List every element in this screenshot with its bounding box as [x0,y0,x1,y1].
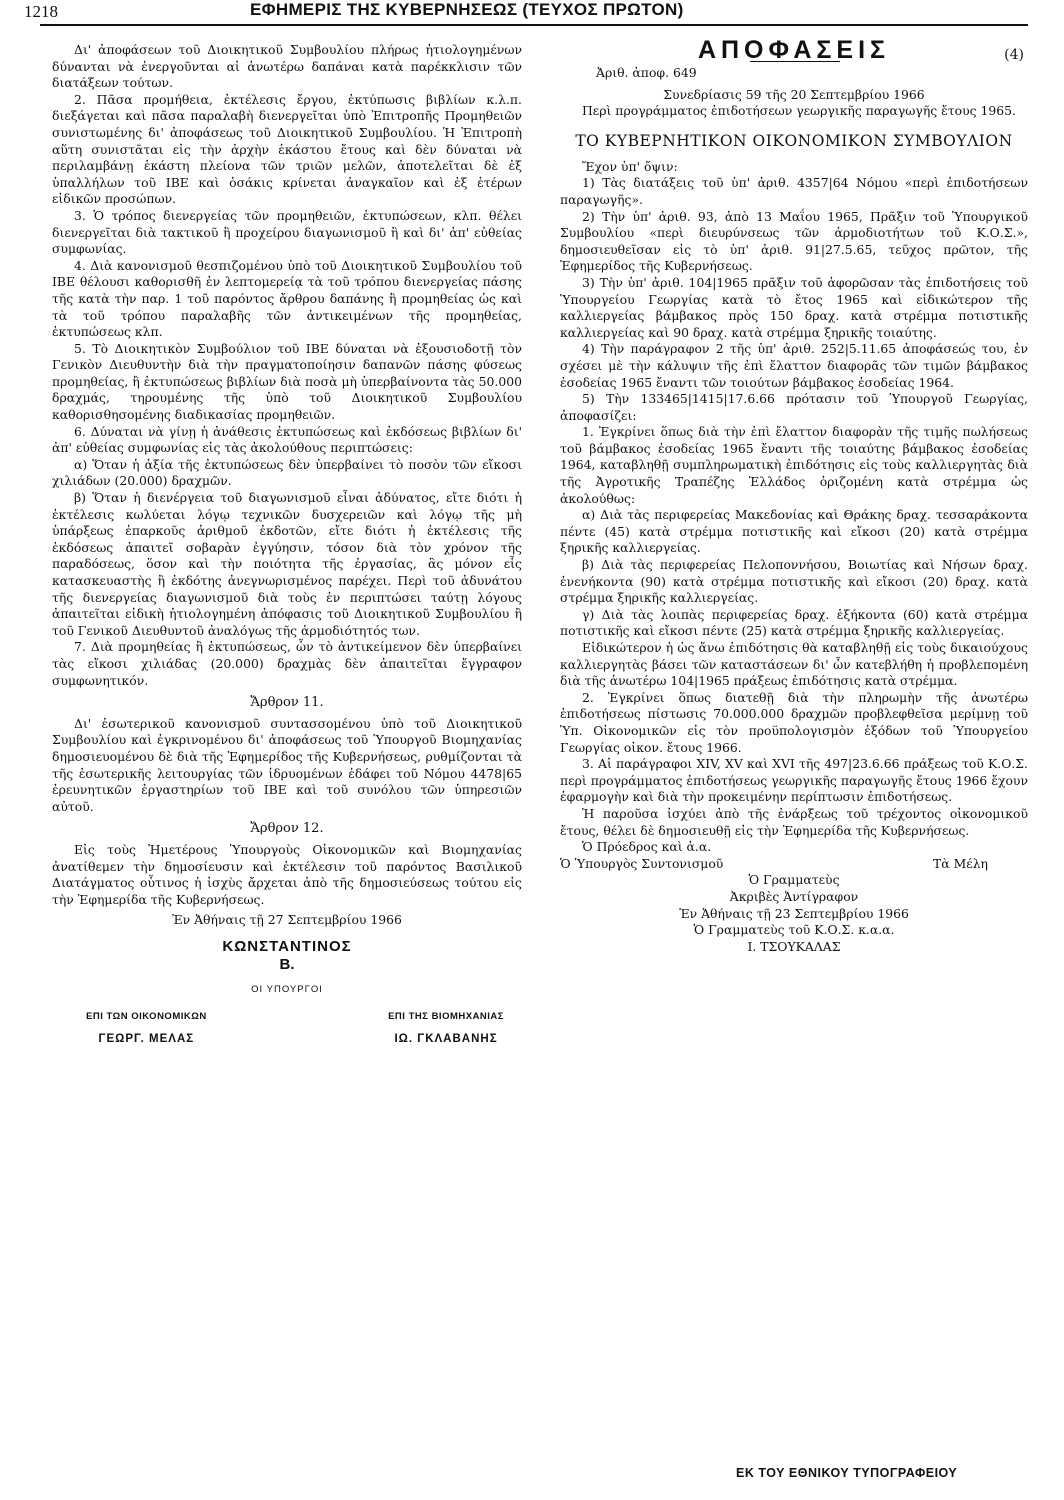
validity-clause: Ἡ παροῦσα ἰσχύει ἀπὸ τῆς ἐνάρξεως τοῦ τρέχοντος οἰκονομικοῦ ἔτους, θέλει δὲ δημοσιευθῇ εἰς τὴν Ἐφημερίδα τῆς Κυβερνήσεως. [560,805,1028,838]
true-copy-label: Ἀκριβὲς Ἀντίγραφον [729,888,859,904]
king-signature: ΚΩΝΣΤΑΝΤΙΝΟΣ [222,937,352,955]
secretary-label: Ὁ Γραμματεὺς [748,872,840,888]
minister-industry [388,1009,504,1048]
paragraph-6a: α) Ὅταν ἡ ἀξία τῆς ἐκτυπώσεως δὲν ὑπερβαίνει τὸ ποσὸν τῶν εἴκοσι χιλιάδων (20.000) δραχμῶν. [52,456,522,489]
decision-date: Ἐν Ἀθήναις τῇ 23 Σεπτεμβρίου 1966 [679,905,909,921]
recital-3: 3) Τὴν ὑπ' ἀριθ. 104|1965 πρᾶξιν τοῦ ἀφορῶσαν τὰς ἐπιδοτήσεις τοῦ Ὑπουργείου Γεωργίας κατὰ τὸ ἔτος 1965 καὶ εἰδικώτερον τῆς καλλιεργείας βάμβακος πρὸς 150 δραχ. κατὰ στρέμμα ποτιστικῆς καλλιεργείας καὶ 90 δραχ. κατὰ στρέμμα ξηρικῆς τοιαύτης. [560,274,1028,340]
council-heading: ΤΟ ΚΥΒΕΡΝΗΤΙΚΟΝ ΟΙΚΟΝΟΜΙΚΟΝ ΣΥΜΒΟΥΛΙΟΝ [575,131,1013,150]
paragraph-2: 2. Πᾶσα προμήθεια, ἐκτέλεσις ἔργου, ἐκτύπωσις βιβλίων κ.λ.π. διεξάγεται καὶ πᾶσα παραλαβὴ διενεργεῖται ὑπὸ Ἐπιτροπῆς Προμηθειῶν συνιστωμένης δι' ἀποφάσεως τοῦ Διοικητικοῦ Συμβουλίου. Ἡ Ἐπιτροπὴ αὕτη συνιστᾶται εἰς τὴν ἀρχὴν ἑκάστου ἔτους καὶ δὲν δύναται νὰ περιλαμβάνῃ ἑκάστη πλείονα τῶν τριῶν μελῶν, ἀποτελεῖται δὲ ἐξ ὑπαλλήλων τοῦ ΙΒΕ καὶ ὁσάκις κρίνεται ἀναγκαῖον καὶ ἐξ ἑτέρων εἰδικῶν προσώπων. [52,91,522,207]
decree-date: Ἐν Ἀθήναις τῇ 27 Σεπτεμβρίου 1966 [172,912,402,928]
decision-1d: Εἰδικώτερον ἡ ὡς ἄνω ἐπιδότησις θὰ καταβληθῇ εἰς τοὺς δικαιούχους καλλιεργητὰς βάσει τῶν καταστάσεων δι' ὧν κατεβλήθη ἡ προβλεπομένη διὰ τῆς ἀνωτέρω 104|1965 πράξεως ἐπιδότησις κατὰ στρέμμα. [560,640,1028,689]
recital-5: 5) Τὴν 133465|1415|17.6.66 πρότασιν τοῦ Ὑπουργοῦ Γεωργίας, ἀποφασίζει: [560,391,1028,423]
paragraph-3: 3. Ὁ τρόπος διενεργείας τῶν προμηθειῶν, ἐκτυπώσεων, κλπ. θέλει διενεργεῖται διὰ τακτικοῦ ἢ προχείρου διαγωνισμοῦ ἢ καὶ δι' ἀπ' εὐθείας συμφωνίας. [52,207,522,257]
footer-imprint: ΕΚ ΤΟΥ ΕΘΝΙΚΟΥ ΤΥΠΟΓΡΑΦΕΙΟΥ [736,1466,958,1480]
session-line: Συνεδρίασις 59 τῆς 20 Σεπτεμβρίου 1966 [663,86,925,102]
minister-industry-title: ΕΠΙ ΤΗΣ ΒΙΟΜΗΧΑΝΙΑΣ [388,1010,504,1022]
article-12-text: Εἰς τοὺς Ἡμετέρους Ὑπουργοὺς Οἰκονομικῶν καὶ Βιομηχανίας ἀνατίθεμεν τὴν δημοσίευσιν καὶ ἐκτέλεσιν τοῦ παρόντος Βασιλικοῦ Διατάγματος οὗτινος ἡ ἰσχὺς ἄρχεται ἀπὸ τῆς δημοσιεύσεως τούτου εἰς τὴν Ἐφημερίδα τῆς Κυβερνήσεως. [52,841,522,907]
decision-order: (4) [1004,46,1024,63]
decision-1a: α) Διὰ τὰς περιφερείας Μακεδονίας καὶ Θράκης δραχ. τεσσαράκοντα πέντε (45) κατὰ στρέμμα ποτιστικῆς καὶ εἴκοσι (20) κατὰ στρέμμα ξηρικῆς καλλιεργείας. [560,507,1028,556]
ministers-signatures [52,1009,522,1048]
paragraph-4: 4. Διὰ κανονισμοῦ θεσπιζομένου ὑπὸ τοῦ Διοικητικοῦ Συμβουλίου τοῦ ΙΒΕ θέλουσι καθορισθῆ ἐν λεπτομερείᾳ τὰ τοῦ τρόπου διενεργείας πάσης τῆς κατὰ τὴν παρ. 1 τοῦ παρόντος ἄρθρου δαπάνης ἢ προμηθείας ὡς καὶ τὰ τοῦ τρόπου παραλαβῆς τῶν ἀντικειμένων τῆς προμηθείας, ἐκτυπώσεως κλπ. [52,257,522,340]
decision-number: Ἀριθ. ἀποφ. 649 [596,64,697,80]
minister-industry-name: ΙΩ. ΓΚΛΑΒΑΝΗΣ [394,1033,498,1046]
decision-1c: γ) Διὰ τὰς λοιπὰς περιφερείας δραχ. ἑξήκοντα (60) κατὰ στρέμμα ποτιστικῆς καὶ εἴκοσι πέντε (25) κατὰ στρέμμα ξηρικῆς καλλιεργείας. [560,606,1028,639]
decision-3: 3. Αἱ παράγραφοι XIV, XV καὶ XVI τῆς 497|23.6.66 πράξεως τοῦ Κ.Ο.Σ. περὶ προγράμματος ἐπιδοτήσεως γεωργικῆς παραγωγῆς ἔτους 1966 ἔχουν ἐφαρμογὴν καὶ διὰ τὴν προκειμένην περίπτωσιν ἐπιδοτήσεως. [560,756,1028,805]
coordination-minister: Ὁ Ὑπουργὸς Συντονισμοῦ [560,855,724,871]
decision-2: 2. Ἐγκρίνει ὅπως διατεθῇ διὰ τὴν πληρωμὴν τῆς ἀνωτέρω ἐπιδοτήσεως πίστωσις 70.000.000 δραχμῶν προβλεφθεῖσα μερίμνῃ τοῦ Ὑπ. Οἰκονομικῶν εἰς τὸν προϋπολογισμὸν ἐξόδων τοῦ Ὑπουργείου Γεωργίας οἰκον. ἔτους 1966. [560,689,1028,755]
decision-subject: Περὶ προγράμματος ἐπιδοτήσεων γεωργικῆς παραγωγῆς ἔτους 1965. [582,103,1016,119]
running-title: ΕΦΗΜΕΡΙΣ ΤΗΣ ΚΥΒΕΡΝΗΣΕΩΣ (ΤΕΥΧΟΣ ΠΡΩΤΟΝ) [250,0,684,19]
article-11-text: Δι' ἐσωτερικοῦ κανονισμοῦ συντασσομένου ὑπὸ τοῦ Διοικητικοῦ Συμβουλίου καὶ ἐγκρινομένου δι' ἀποφάσεως τοῦ Ὑπουργοῦ Βιομηχανίας δημοσιευομένου δὲ διὰ τῆς Ἐφημερίδος τῆς Κυβερνήσεως, ρυθμίζονται τὰ τῆς ἐσωτερικῆς λειτουργίας τῶν ἱδρυομένων ἐδάφει τοῦ Νόμου 4478|65 ἐρευνητικῶν ἐργαστηρίων τοῦ ΙΒΕ καὶ τοῦ συνόλου τῶν ὑπηρεσιῶν αὐτοῦ. [52,715,522,814]
president-signature: Ὁ Πρόεδρος καὶ ἁ.α. [582,839,712,855]
minister-finance [86,1009,207,1048]
recital-2: 2) Τὴν ὑπ' ἀριθ. 93, ἀπὸ 13 Μαΐου 1965, Πρᾶξιν τοῦ Ὑπουργικοῦ Συμβουλίου «περὶ διευρύνσεως τῶν ἁρμοδιοτήτων τοῦ Κ.Ο.Σ.», δημοσιευθεῖσαν εἰς τὸ ὑπ' ἀριθ. 91|27.5.65, τεῦχος πρῶτον, τῆς Ἐφημερίδος τῆς Κυβερνήσεως. [560,208,1028,274]
signature-row [560,856,1028,873]
minister-finance-name: ΓΕΩΡΓ. ΜΕΛΑΣ [98,1033,195,1046]
paragraph-5: 5. Τὸ Διοικητικὸν Συμβούλιον τοῦ ΙΒΕ δύναται νὰ ἐξουσιοδοτῇ τὸν Γενικὸν Διευθυντὴν διὰ τὴν πραγματοποίησιν δαπανῶν πάσης φύσεως προμηθείας, ἢ ἐκτυπώσεως βιβλίων διὰ ποσὰ μὴ ὑπερβαίνοντα τὰς 50.000 δραχμάς, τηρουμένης τῆς ὑπὸ τοῦ Διοικητικοῦ Συμβουλίου καθορισθησομένης διαδικασίας προμηθειῶν. [52,340,522,423]
decision-1b: β) Διὰ τὰς περιφερείας Πελοποννήσου, Βοιωτίας καὶ Νήσων δραχ. ἐνενήκοντα (90) κατὰ στρέμμα ποτιστικῆς καὶ εἴκοσι (20) δραχ. κατὰ στρέμμα ξηρικῆς καλλιεργείας. [560,557,1028,606]
recital-4: 4) Τὴν παράγραφον 2 τῆς ὑπ' ἀριθ. 252|5.11.65 ἀποφάσεώς του, ἐν σχέσει μὲ τὴν κάλυψιν τῆς ἐπὶ ἔλαττον διαφορᾶς τῶν τιμῶν βάμβακος ἐσοδείας 1965 ἔναντι τῶν τοιούτων βάμβακος ἐσοδείας 1964. [560,341,1028,390]
right-column [560,36,1028,955]
paragraph-7: 7. Διὰ προμηθείας ἢ ἐκτυπώσεως, ὧν τὸ ἀντικείμενον δὲν ὑπερβαίνει τὰς εἴκοσι χιλιάδας (20.000) δραχμὰς δὲν ἀπαιτεῖται ἔγγραφον συμφωνητικόν. [52,639,522,688]
header-rule [40,24,1028,26]
kos-secretary-label: Ὁ Γραμματεὺς τοῦ Κ.Ο.Σ. κ.α.α. [693,922,895,938]
paragraph-6b: β) Ὅταν ἡ διενέργεια τοῦ διαγωνισμοῦ εἶναι ἀδύνατος, εἴτε διότι ἡ ἐκτέλεσις κωλύεται λόγῳ τεχνικῶν δυσχερειῶν καὶ λόγῳ τῆς μὴ ὑπάρξεως ἐπαρκοῦς ἀριθμοῦ ἐκδοτῶν, εἴτε διότι ἡ ἐκτέλεσις τῆς ἐκδόσεως ἀπαιτεῖ σοβαρὰν ἐγγύησιν, τόσον διὰ τὸν χρόνον τῆς παραδόσεως, ὅσον καὶ τὴν ποιότητα τῆς ἐργασίας, ἃς μόνον εἷς κατασκευαστὴς ἢ ἐκδότης ἀνεγνωρισμένος παρέχει. Περὶ τοῦ ἀδυνάτου τῆς διενεργείας διαγωνισμοῦ διὰ τοὺς ἐν περιπτώσει ταύτῃ λόγους ἀπαιτεῖται εἰδικὴ ἠτιολογημένη ἀπόφασις τοῦ Διοικητικοῦ Συμβουλίου ἢ τοῦ Γενικοῦ Διευθυντοῦ ἀναλόγως τῆς ἁρμοδιότητός των. [52,490,522,638]
minister-finance-title: ΕΠΙ ΤΩΝ ΟΙΚΟΝΟΜΙΚΩΝ [86,1010,207,1022]
decisions-heading: ΑΠΟΦΑΣΕΙΣ [697,36,891,64]
ministers-heading: ΟΙ ΥΠΟΥΡΓΟΙ [251,984,323,996]
king-signature-letter: Β. [279,956,295,974]
article-11-heading: Ἄρθρον 11. [250,695,324,711]
recital-1: 1) Τὰς διατάξεις τοῦ ὑπ' ἀριθ. 4357|64 Νόμου «περὶ ἐπιδοτήσεων παραγωγῆς». [560,175,1028,207]
kos-secretary-name: Ι. ΤΣΟΥΚΑΛΑΣ [747,938,841,954]
decision-1: 1. Ἐγκρίνει ὅπως διὰ τὴν ἐπὶ ἔλαττον διαφορὰν τῆς τιμῆς πωλήσεως τοῦ βάμβακος ἐσοδείας 1965 ἔναντι τῆς τοιαύτης βάμβακος ἐσοδείας 1964, καταβληθῇ συμπληρωματικὴ ἐπιδότησις εἰς τοὺς καλλιεργητὰς διὰ τῆς Ἀγροτικῆς Τραπέζης Ἑλλάδος ὁριζομένη κατὰ στρέμμα ὡς ἀκολούθως: [560,424,1028,506]
page-number: 1218 [24,2,58,21]
left-column [52,42,522,1048]
members-label: Τὰ Μέλη [933,855,988,871]
paragraph-intro: Δι' ἀποφάσεων τοῦ Διοικητικοῦ Συμβουλίου πλήρως ἠτιολογημένων δύνανται νὰ ἐνεργοῦνται αἱ ἀνωτέρω δαπάναι κατὰ παρέκκλισιν τῶν διατάξεων τούτων. [52,42,522,91]
heading-rule [750,61,840,62]
article-12-heading: Ἄρθρον 12. [250,821,324,837]
having-regard: Ἔχον ὑπ' ὄψιν: [582,158,678,174]
paragraph-6: 6. Δύναται νὰ γίνῃ ἡ ἀνάθεσις ἐκτυπώσεως καὶ ἐκδόσεως βιβλίων δι' ἀπ' εὐθείας συμφωνίας εἰς τὰς ἀκολούθους περιπτώσεις: [52,423,522,456]
